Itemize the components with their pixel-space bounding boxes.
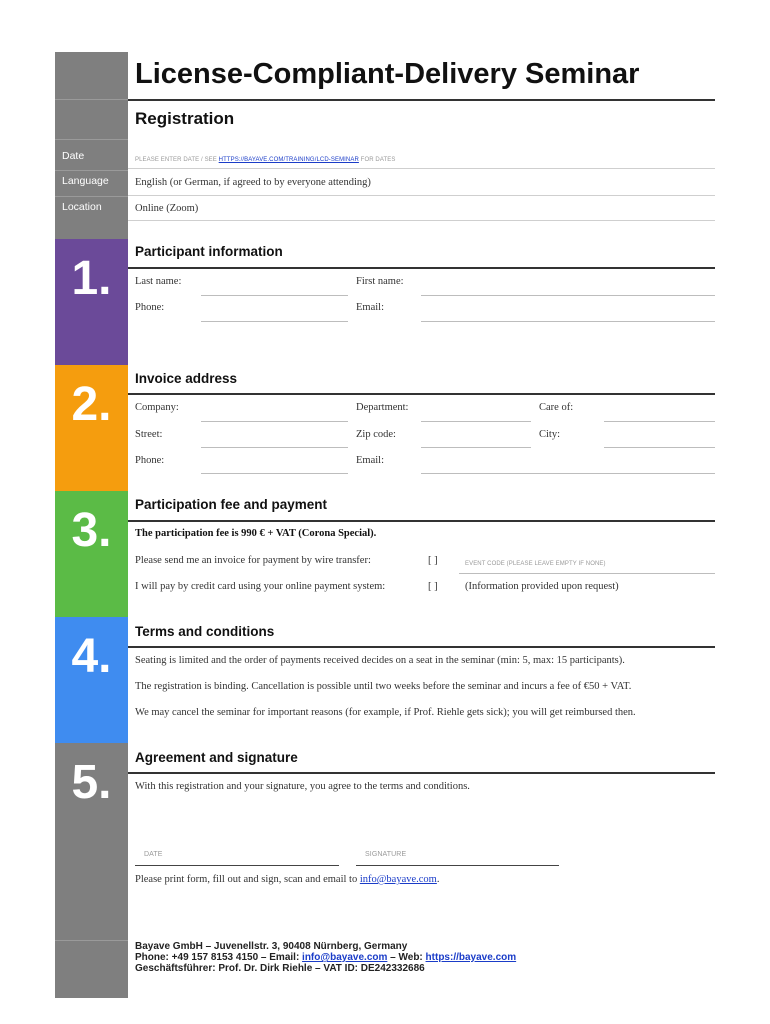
invoice-heading: Invoice address [135,371,238,386]
footer-email-link[interactable]: info@bayave.com [302,952,388,963]
participant-heading: Participant information [135,244,283,259]
invoice-phone-label: Phone: [135,455,165,466]
sidebar-divider [55,940,128,941]
zip-label: Zip code: [356,429,396,440]
sidebar-divider [55,99,128,100]
date-signature-label: DATE [144,851,163,858]
signature-label: SIGNATURE [365,851,407,858]
sidebar-divider [55,139,128,140]
section-rule [128,772,715,774]
section-rule [128,646,715,648]
footer-legal: Geschäftsführer: Prof. Dr. Dirk Riehle – VAT ID: DE242332686 [135,963,425,974]
credit-card-note: (Information provided upon request) [465,581,619,592]
email-link[interactable]: info@bayave.com [359,874,437,885]
company-label: Company: [135,402,179,413]
fee-heading: Participation fee and payment [135,497,328,512]
credit-card-text: I will pay by credit card using your online payment system: [135,581,386,592]
city-label: City: [539,429,561,440]
fee-text: The participation fee is 990 € + VAT (Corona Special). [135,528,377,539]
department-field[interactable] [421,421,531,422]
wire-transfer-checkbox[interactable]: [ ] [428,555,438,566]
last-name-field[interactable] [201,295,348,296]
section-1-block [55,239,128,365]
footer-contact: Phone: +49 157 8153 4150 – Email: info@bayave.com – Web: https://bayave.com [135,952,517,963]
registration-heading: Registration [135,109,235,128]
section-1-number: 1. [71,252,112,305]
agreement-text: With this registration and your signature, you agree to the terms and conditions. [135,781,470,792]
zip-field[interactable] [421,447,531,448]
date-signature-field[interactable] [135,865,339,866]
language-value: English (or German, if agreed to by everyone attending) [135,177,371,188]
email-field[interactable] [421,321,715,322]
language-label: Language [62,175,109,187]
event-code-hint: EVENT CODE (PLEASE LEAVE EMPTY IF NONE) [465,561,606,567]
section-rule [128,267,715,269]
terms-seating: Seating is limited and the order of payments received decides on a seat in the seminar (min: 5, max: 15 participants). [135,655,625,666]
section-2-number: 2. [71,378,112,431]
last-name-label: Last name: [135,276,182,287]
footer-address: Bayave GmbH – Juvenellstr. 3, 90408 Nürnberg, Germany [135,941,408,952]
sidebar [55,52,128,998]
first-name-field[interactable] [421,295,715,296]
location-value: Online (Zoom) [135,203,199,214]
divider [128,195,715,196]
date-field-line[interactable] [128,168,715,169]
company-field[interactable] [201,421,348,422]
section-3-block [55,491,128,617]
agreement-heading: Agreement and signature [135,750,298,765]
care-of-field[interactable] [604,421,715,422]
title-rule [128,99,715,101]
terms-heading: Terms and conditions [135,624,275,639]
department-label: Department: [356,402,409,413]
location-label: Location [62,201,102,213]
terms-cancel-reasons: We may cancel the seminar for important reasons (for example, if Prof. Riehle gets sick); you will get reimbursed then. [135,707,636,718]
phone-label: Phone: [135,302,165,313]
date-hint: PLEASE ENTER DATE / SEE HTTPS://BAYAVE.COM/TRAINING/LCD-SEMINAR FOR DATES [135,157,396,163]
email-label: Email: [356,302,384,313]
wire-transfer-text: Please send me an invoice for payment by wire transfer: [135,555,371,566]
section-3-number: 3. [71,504,112,557]
section-5-block [55,743,128,998]
street-field[interactable] [201,447,348,448]
footer-web-link[interactable]: https://bayave.com [425,952,517,963]
section-4-block [55,617,128,743]
page-title: License-Compliant-Delivery Seminar [135,58,640,90]
sidebar-divider [55,196,128,197]
seminar-dates-link[interactable]: HTTPS://BAYAVE.COM/TRAINING/LCD-SEMINAR [218,157,359,163]
care-of-label: Care of: [539,402,574,413]
signature-field[interactable] [356,865,559,866]
phone-field[interactable] [201,321,348,322]
sidebar-divider [55,170,128,171]
footer [135,941,516,974]
city-field[interactable] [604,447,715,448]
invoice-phone-field[interactable] [201,473,348,474]
divider [128,220,715,221]
first-name-label: First name: [356,276,404,287]
date-label: Date [62,150,85,162]
section-4-number: 4. [71,630,112,683]
section-rule [128,520,715,522]
street-label: Street: [135,429,163,440]
invoice-email-label: Email: [356,455,384,466]
credit-card-checkbox[interactable]: [ ] [428,581,438,592]
invoice-email-field[interactable] [421,473,715,474]
terms-cancellation: The registration is binding. Cancellation is possible until two weeks before the seminar and incurs a fee of €50 + VAT. [135,681,632,692]
section-2-block [55,365,128,491]
print-instructions: Please print form, fill out and sign, scan and email to info@bayave.com. [135,874,440,885]
section-rule [128,393,715,395]
event-code-field[interactable] [459,573,715,574]
section-5-number: 5. [71,756,112,809]
